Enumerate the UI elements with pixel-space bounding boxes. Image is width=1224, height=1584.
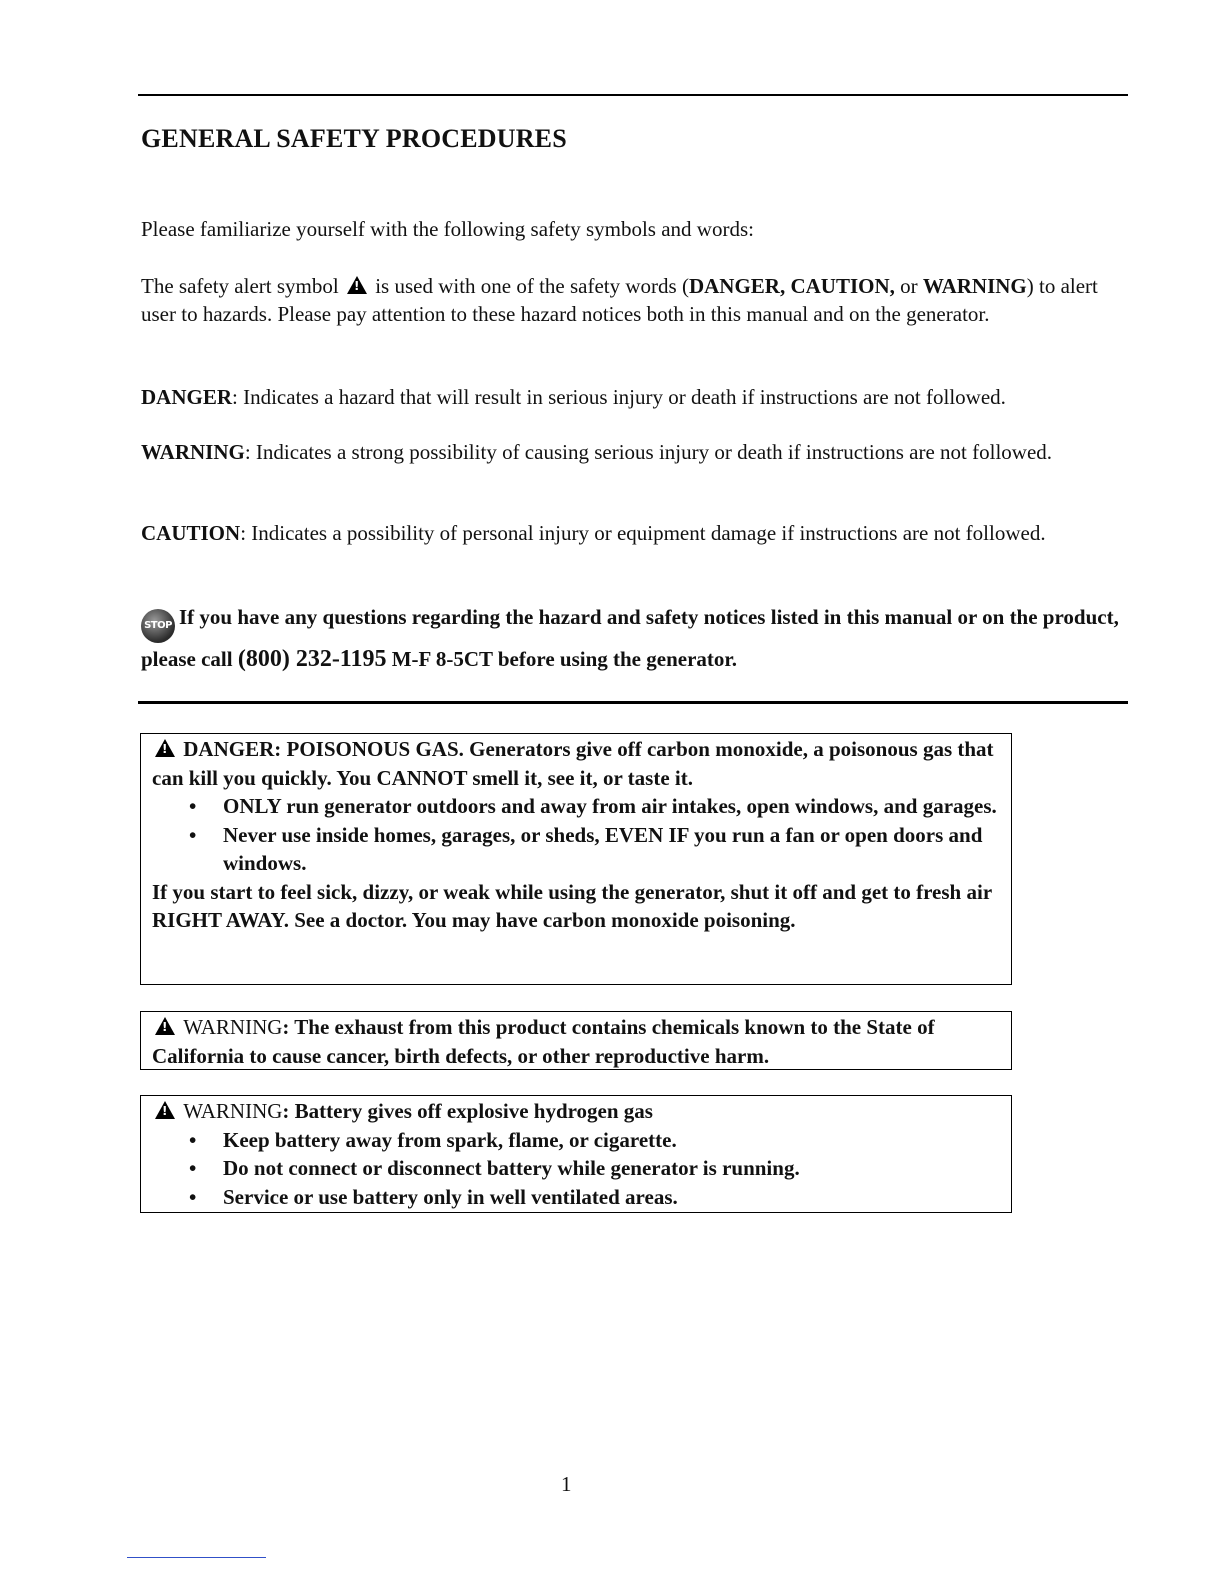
list-item: • ONLY run generator outdoors and away from air intakes, open windows, and garages. <box>223 792 1005 821</box>
caution-term: CAUTION <box>141 521 241 545</box>
battery-warning-list <box>152 1126 1005 1212</box>
battery-warning-title <box>152 1097 1005 1126</box>
support-phone: (800) 232-1195 <box>237 646 387 672</box>
page-number: 1 <box>561 1472 572 1496</box>
alert-text-rest: ) to alert user to hazards. Please pay attention to these hazard notices both in this manual and on the generator. <box>141 274 1098 326</box>
battery-warning-label: WARNING <box>183 1099 283 1123</box>
alert-triangle-icon <box>155 739 175 757</box>
warning-definition-text: : Indicates a strong possibility of causing serious injury or death if instructions are not followed. <box>244 440 1053 464</box>
warning-term: WARNING <box>141 440 245 464</box>
alert-triangle-icon <box>155 1017 175 1035</box>
danger-definition <box>141 383 1126 411</box>
danger-box-title-text: DANGER: POISONOUS GAS. Generators give off carbon monoxide, a poisonous gas that can kill you quickly. You CANNOT smell it, see it, or taste it. <box>152 737 994 790</box>
page-title: GENERAL SAFETY PROCEDURES <box>141 124 567 153</box>
danger-box <box>140 733 1012 985</box>
california-warning-box <box>140 1011 1012 1070</box>
stop-notice-text: If you have any questions regarding the hazard and safety notices listed in this manual or on the product, please call <box>141 605 1119 671</box>
alert-triangle-icon <box>155 1101 175 1119</box>
alert-triangle-icon <box>347 276 367 294</box>
battery-warning-title-text: : Battery gives off explosive hydrogen gas <box>282 1099 653 1123</box>
stop-sign-icon: STOP <box>141 609 175 643</box>
list-item: • Do not connect or disconnect battery while generator is running. <box>223 1154 1005 1183</box>
alert-or: or <box>894 274 923 298</box>
danger-term: DANGER <box>141 385 233 409</box>
stop-notice-hours: M-F 8-5CT before using the generator. <box>386 647 738 671</box>
caution-definition-text: : Indicates a possibility of personal injury or equipment damage if instructions are not followed. <box>240 521 1046 545</box>
top-rule <box>138 94 1128 96</box>
warning-definition <box>141 438 1126 466</box>
danger-box-title <box>152 735 1005 792</box>
battery-warning-box <box>140 1095 1012 1213</box>
list-item: • Keep battery away from spark, flame, or cigarette. <box>223 1126 1005 1155</box>
alert-text-before: The safety alert symbol <box>141 274 344 298</box>
safety-words: DANGER, CAUTION, <box>688 274 895 298</box>
california-warning-label: WARNING <box>183 1015 283 1039</box>
stop-notice <box>141 601 1126 675</box>
section-rule <box>138 701 1128 704</box>
list-item: • Never use inside homes, garages, or sheds, EVEN IF you run a fan or open doors and windows. <box>223 821 1005 878</box>
list-item: • Service or use battery only in well ventilated areas. <box>223 1183 1005 1212</box>
california-warning-text: : The exhaust from this product contains chemicals known to the State of California to cause cancer, birth defects, or other reproductive harm. <box>152 1015 935 1068</box>
caution-definition <box>141 519 1126 547</box>
alert-text-after: is used with one of the safety words ( <box>369 274 689 298</box>
alert-symbol-paragraph <box>141 272 1126 328</box>
danger-box-footer: If you start to feel sick, dizzy, or weak while using the generator, shut it off and get to fresh air RIGHT AWAY. See a doctor. You may have carbon monoxide poisoning. <box>152 879 992 932</box>
danger-box-list <box>152 792 1005 878</box>
intro-paragraph: Please familiarize yourself with the following safety symbols and words: <box>141 217 754 241</box>
danger-definition-text: : Indicates a hazard that will result in serious injury or death if instructions are not followed. <box>232 385 1006 409</box>
footnote-separator <box>127 1557 266 1558</box>
warning-word: WARNING <box>922 274 1027 298</box>
